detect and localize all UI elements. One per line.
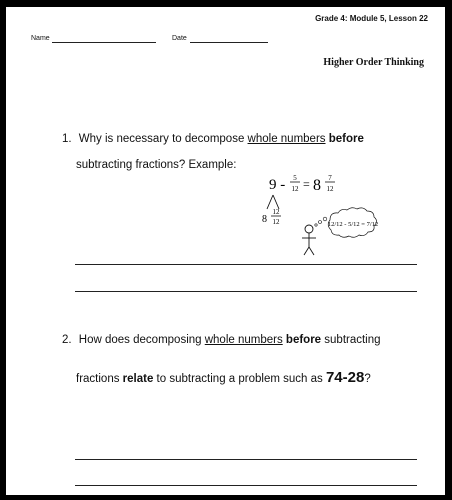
worksheet-page <box>6 7 445 495</box>
question-1-bold: before <box>328 133 364 145</box>
question-2-expression: 74-28 <box>325 369 365 386</box>
name-label: Name <box>31 35 50 42</box>
svg-text:5: 5 <box>293 174 297 182</box>
question-2-bold: before <box>285 334 322 346</box>
question-1-text: Why is necessary to decompose <box>78 133 248 145</box>
section-title: Higher Order Thinking <box>323 57 424 68</box>
question-2-line-2: fractions relate to subtracting a problem such as 74-28? <box>76 369 371 386</box>
lesson-title: Grade 4: Module 5, Lesson 22 <box>315 14 428 23</box>
question-1-number: 1. <box>62 133 72 145</box>
decomposed-whole: 8 <box>262 214 267 225</box>
question-1-underlined: whole numbers <box>247 133 326 145</box>
question-2-text: How does decomposing <box>78 334 205 346</box>
name-field-line[interactable] <box>52 42 156 43</box>
question-2-relate: relate <box>122 373 154 385</box>
date-field-line[interactable] <box>190 42 268 43</box>
question-2-underlined: whole numbers <box>204 334 283 346</box>
example-result-whole: 8 <box>313 177 321 194</box>
worked-example <box>242 167 392 267</box>
question-1-line-2: subtracting fractions? Example: <box>76 159 237 171</box>
stick-figure-drawing <box>302 225 316 255</box>
example-minuend: 9 - <box>269 177 286 193</box>
svg-text:7: 7 <box>328 174 332 182</box>
question-1-line-1 <box>62 133 364 145</box>
svg-text:12: 12 <box>326 185 334 193</box>
svg-text:=: = <box>303 177 310 191</box>
date-label: Date <box>172 35 187 42</box>
answer-line-1b[interactable] <box>75 291 417 292</box>
question-2-number: 2. <box>62 334 72 346</box>
svg-text:12: 12 <box>272 208 280 216</box>
svg-text:12: 12 <box>272 218 280 226</box>
question-2-line-1: 2. How does decomposing whole numbers before subtracting <box>62 334 381 346</box>
svg-text:12: 12 <box>291 185 299 193</box>
thought-bubble-text: 12/12 - 5/12 = 7/12 <box>327 221 379 228</box>
answer-line-1a[interactable] <box>75 264 417 265</box>
answer-line-2a[interactable] <box>75 459 417 460</box>
answer-line-2b[interactable] <box>75 485 417 486</box>
